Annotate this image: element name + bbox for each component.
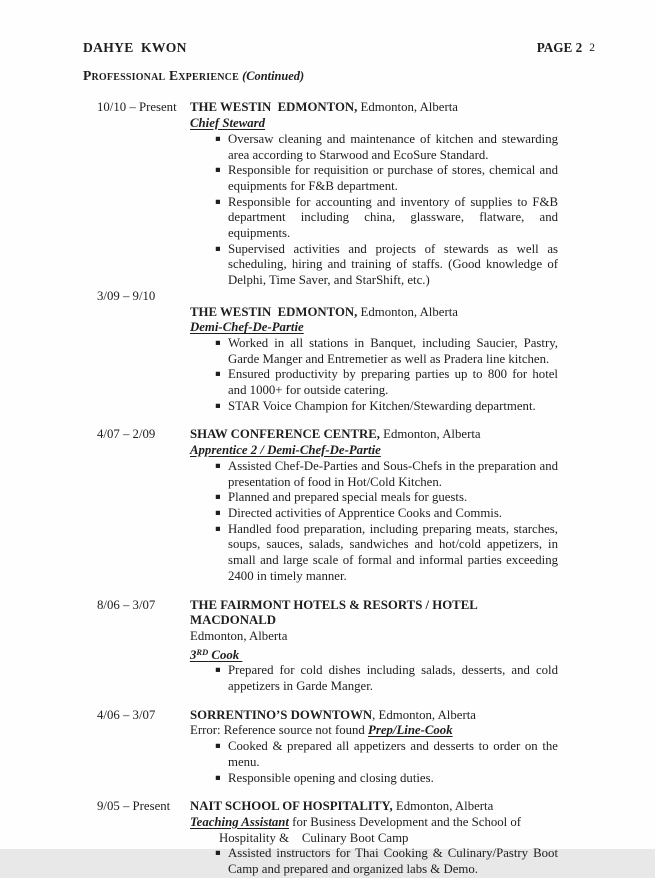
bullet-list [190,663,558,694]
bullet-item [190,739,558,770]
job-title-ordinal: RD [196,646,209,657]
job-title-rest: Cook [208,647,243,662]
entry-date: 8/06 – 3/07 [97,597,156,612]
experience-entry-sorrentinos [97,708,558,787]
company-name: THE FAIRMONT HOTELS & RESORTS / HOTEL MACDONALD [190,597,481,628]
bullet-item [190,195,558,242]
bullet-text: Responsible opening and closing duties. [228,770,434,785]
bullet-icon: ▪ [215,460,221,471]
bullet-icon: ▪ [215,741,221,752]
job-title-line [190,815,558,831]
bullet-icon: ▪ [215,369,221,380]
bullet-item [190,663,558,694]
bullet-item [190,242,558,289]
company-location: Edmonton, Alberta [357,304,458,319]
job-title: Apprentice 2 / Demi-Chef-De-Partie [190,443,381,458]
error-reference-text: Error: Reference source not found [190,723,369,738]
company-name: THE WESTIN EDMONTON, [190,100,358,115]
job-title: Prep/Line-Cook [368,723,453,738]
entry-heading [190,100,558,116]
bullet-text: Assisted instructors for Thai Cooking & Culinary/Pastry Boot Camp and prepared and organized labs & Demo. [228,846,558,877]
entry-date: 3/09 – 9/10 [97,288,156,303]
bullet-text: Supervised activities and projects of stewards as well as scheduling, hiring and training of staffs. (Good knowledge of Delphi, Time Saver, and StarShift, etc.) [228,241,558,288]
bullet-text: Worked in all stations in Banquet, including Saucier, Pastry, Garde Manger and Entremetier as well as Pradera line kitchen. [228,335,558,366]
job-title-line [190,443,558,459]
candidate-name: DAHYE KWON [83,40,187,55]
bullet-icon: ▪ [215,243,221,254]
job-title: Chief Steward [190,116,266,131]
experience-entry-westin-demi-chef [97,289,558,415]
experience-list [97,100,558,877]
bullet-text: Prepared for cold dishes including salads, desserts, and cold appetizers in Garde Manger. [228,663,558,694]
bullet-item [190,846,558,877]
bullet-text: Assisted Chef-De-Parties and Sous-Chefs in the preparation and presentation of food in Hot/Cold Kitchen. [228,458,558,489]
entry-heading [190,305,558,321]
bullet-item [190,399,558,415]
bullet-list [190,459,558,585]
bullet-text: Cooked & prepared all appetizers and desserts to order on the menu. [228,739,558,769]
bullet-item [190,163,558,194]
bullet-item [190,132,558,163]
bullet-list [190,336,558,415]
bullet-item [190,771,558,787]
job-title-line [190,116,558,132]
bullet-list [190,132,558,289]
bullet-text: Responsible for accounting and inventory of supplies to F&B department including china, glassware, flatware, and equipments. [228,194,558,241]
entry-heading [190,427,558,443]
entry-date: 4/06 – 3/07 [97,707,156,722]
entry-date: 4/07 – 2/09 [97,427,156,442]
bullet-list [190,846,558,877]
company-location: Edmonton, Alberta [379,427,481,442]
experience-entry-nait [97,799,558,878]
bullet-item [190,490,558,506]
bullet-item [190,367,558,398]
entry-heading [190,799,558,815]
job-title [190,648,242,662]
entry-heading [190,708,558,724]
experience-entry-shaw-conference [97,427,558,584]
section-heading [83,68,595,85]
bullet-item [190,506,558,522]
page-number: 2 [589,42,595,54]
page-label: PAGE 2 [536,40,583,55]
bullet-item [190,459,558,490]
job-title: Demi-Chef-De-Partie [190,320,304,335]
job-title-line [190,723,558,739]
section-continued-label: (Continued) [242,68,305,83]
bullet-icon: ▪ [215,523,221,534]
bullet-list [190,739,558,786]
bullet-icon: ▪ [215,400,221,411]
job-title-line2: Hospitality & Culinary Boot Camp [219,830,409,845]
bullet-text: STAR Voice Champion for Kitchen/Stewarding department. [228,398,536,413]
company-location: Edmonton, Alberta [357,100,458,115]
company-name: SHAW CONFERENCE CENTRE, [190,427,380,442]
company-name: THE WESTIN EDMONTON, [190,304,358,319]
job-title-line [190,320,558,336]
company-location: , Edmonton, Alberta [372,707,476,722]
bullet-text: Oversaw cleaning and maintenance of kitchen and stewarding area according to Starwood and EcoSure Standard. [228,131,558,162]
section-title: Professional Experience [83,67,239,83]
job-title-number: 3 [190,647,197,662]
company-location-line: Edmonton, Alberta [190,628,288,643]
bullet-icon: ▪ [215,772,221,783]
bullet-item [190,336,558,367]
entry-date: 10/10 – Present [97,100,177,115]
bullet-icon: ▪ [215,133,221,144]
job-title-suffix: for Business Development and the School of [288,814,522,829]
entry-date: 9/05 – Present [97,799,171,814]
job-title-line [190,645,558,664]
bullet-text: Directed activities of Apprentice Cooks and Commis. [228,505,503,520]
bullet-item [190,522,558,585]
bullet-text: Ensured productivity by preparing parties up to 800 for hotel and 1000+ for outside catering. [228,367,558,398]
experience-entry-fairmont-macdonald [97,598,558,695]
bullet-icon: ▪ [215,492,221,503]
company-location: Edmonton, Alberta [392,799,494,814]
bullet-text: Planned and prepared special meals for guests. [228,490,468,505]
bullet-text: Responsible for requisition or purchase of stores, chemical and equipments for F&B department. [228,163,558,193]
company-name: NAIT SCHOOL OF HOSPITALITY, [190,799,393,814]
bullet-icon: ▪ [215,848,221,859]
page-indicator [537,40,595,58]
page-header [0,0,655,58]
experience-entry-westin-chief-steward [97,100,558,288]
bullet-icon: ▪ [215,337,221,348]
bullet-icon: ▪ [215,196,221,207]
company-name: SORRENTINO’S DOWNTOWN [190,707,373,722]
job-title: Teaching Assistant [190,814,289,829]
bullet-icon: ▪ [215,507,221,518]
bullet-icon: ▪ [215,665,221,676]
bullet-text: Handled food preparation, including preparing meats, starches, soups, sauces, salads, sandwiches and hot/cold appetizers, in small and large scale of formal and informal parties exceeding 2400 in timely manner. [228,521,558,583]
entry-heading [190,598,558,629]
bullet-icon: ▪ [215,165,221,176]
